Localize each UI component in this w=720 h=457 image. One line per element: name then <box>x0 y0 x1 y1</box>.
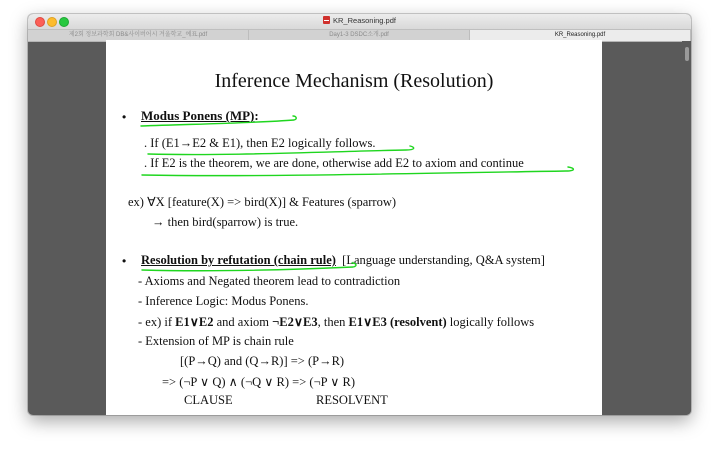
bullet-marker-2: • <box>122 254 127 268</box>
clause-label: CLAUSE <box>184 393 233 407</box>
resolvent-label: RESOLVENT <box>316 393 388 407</box>
resolution-item: - Axioms and Negated theorem lead to contradiction <box>138 274 401 288</box>
resolution-heading <box>141 253 545 268</box>
vertical-scrollbar[interactable] <box>682 41 691 415</box>
heading-colon: : <box>254 108 259 123</box>
ex-resolvent: E1∨E3 (resolvent) <box>348 315 447 329</box>
ex-suffix: logically follows <box>446 315 535 329</box>
example-conclusion: → then bird(sparrow) is true. <box>152 215 299 229</box>
clause-formula: => (¬P ∨ Q) ∧ (¬Q ∨ R) => (¬P ∨ R) <box>162 375 355 389</box>
pdf-page <box>106 40 602 415</box>
pdf-viewer-window <box>28 14 691 415</box>
ex-clause-1: E1∨E2 <box>175 315 214 329</box>
mp-theorem-line: . If E2 is the theorem, we are done, otherwise add E2 to axiom and continue <box>144 156 524 170</box>
bullet-marker: • <box>122 110 127 124</box>
pdf-file-icon <box>323 16 330 24</box>
ex-mid-2: , then <box>317 315 349 329</box>
resolution-note: [Language understanding, Q&A system] <box>342 253 545 267</box>
resolution-heading-text: Resolution by refutation (chain rule) <box>141 253 336 267</box>
modus-ponens-heading-text: Modus Ponens (MP) <box>141 108 255 123</box>
ex-mid: and axiom <box>213 315 273 329</box>
scrollbar-thumb[interactable] <box>685 47 689 61</box>
example-line: ex) ∀X [feature(X) => bird(X)] & Features (sparrow) <box>128 195 397 209</box>
resolution-example <box>138 314 534 330</box>
tab-document-3[interactable]: KR_Reasoning.pdf <box>470 30 691 41</box>
mp-rule-line: . If (E1→E2 & E1), then E2 logically follows. <box>144 136 376 150</box>
tab-document-1[interactable]: 제2회 정보과학회 DB&사이버어시 겨울학교_예표.pdf <box>28 30 249 41</box>
resolution-item: - Inference Logic: Modus Ponens. <box>138 294 309 308</box>
slide-title: Inference Mechanism (Resolution) <box>214 70 494 92</box>
modus-ponens-heading <box>141 108 259 124</box>
tab-document-2[interactable]: Day1-3 DSDC소개.pdf <box>249 30 470 41</box>
window-title <box>28 16 691 25</box>
chain-rule-formula: [(P→Q) and (Q→R)] => (P→R) <box>180 354 345 368</box>
window-title-text: KR_Reasoning.pdf <box>333 16 396 25</box>
title-bar[interactable] <box>28 14 691 29</box>
ex-clause-2: ¬E2∨E3 <box>272 315 318 329</box>
ex-prefix: - ex) if <box>138 315 176 329</box>
chain-rule-line: - Extension of MP is chain rule <box>138 334 294 348</box>
